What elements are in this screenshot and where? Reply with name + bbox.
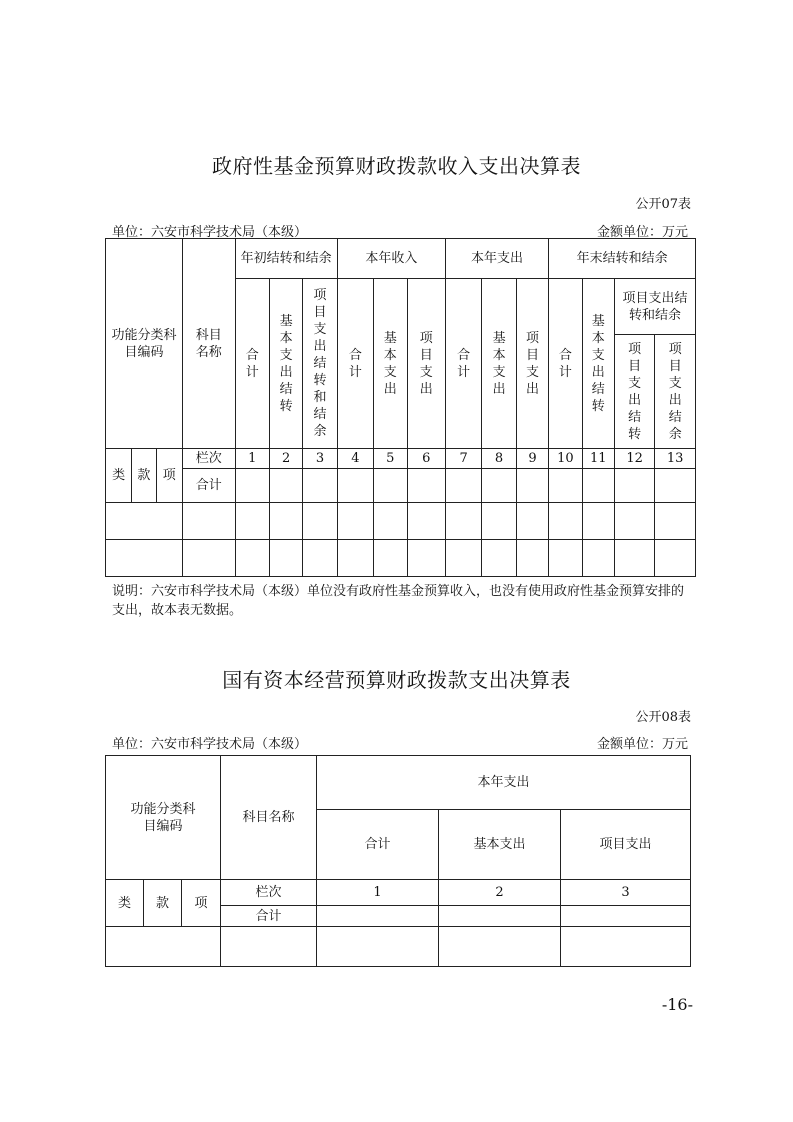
table-cell bbox=[614, 469, 654, 503]
table07 bbox=[105, 238, 696, 577]
col-num: 6 bbox=[407, 449, 445, 469]
end-project-carry-header: 项目支出结转 bbox=[614, 335, 654, 449]
begin-total-header: 合计 bbox=[235, 279, 269, 449]
table07-code: 公开07表 bbox=[635, 197, 691, 212]
begin-balance-header: 年初结转和结余 bbox=[235, 239, 337, 279]
table08-amount-unit: 金额单位：万元 bbox=[596, 737, 688, 752]
table-cell bbox=[582, 469, 614, 503]
basic-header: 基本支出 bbox=[439, 810, 561, 880]
total-header: 合计 bbox=[317, 810, 439, 880]
xiang-header: 项 bbox=[156, 449, 182, 503]
table-cell bbox=[439, 906, 561, 927]
col-num: 7 bbox=[445, 449, 481, 469]
income-header: 本年收入 bbox=[337, 239, 445, 279]
table-cell bbox=[407, 469, 445, 503]
col-num: 9 bbox=[516, 449, 548, 469]
col-num: 8 bbox=[482, 449, 516, 469]
table08-title: 国有资本经营预算财政拨款支出决算表 bbox=[222, 668, 571, 692]
sum-row-label: 合计 bbox=[182, 469, 235, 503]
column-index-label: 栏次 bbox=[182, 449, 235, 469]
table-cell bbox=[549, 469, 582, 503]
column-index-label: 栏次 bbox=[221, 880, 317, 906]
table-cell bbox=[655, 469, 696, 503]
end-basic-carry-header: 基本支出结转 bbox=[582, 279, 614, 449]
table-cell bbox=[516, 469, 548, 503]
col-num: 4 bbox=[337, 449, 373, 469]
col-num: 10 bbox=[549, 449, 582, 469]
begin-basic-carry-header: 基本支出结转 bbox=[269, 279, 302, 449]
col-num: 3 bbox=[561, 880, 691, 906]
col-num: 1 bbox=[235, 449, 269, 469]
col-num: 11 bbox=[582, 449, 614, 469]
table08-unit: 单位：六安市科学技术局（本级） bbox=[112, 737, 308, 752]
table-cell bbox=[337, 469, 373, 503]
expense-project-header: 项目支出 bbox=[516, 279, 548, 449]
table07-note: 说明：六安市科学技术局（本级）单位没有政府性基金预算收入，也没有使用政府性基金预算安排的支出，故本表无数据。 bbox=[112, 584, 685, 618]
project-header: 项目支出 bbox=[561, 810, 691, 880]
table-cell bbox=[303, 469, 337, 503]
subject-name-header: 科目名称 bbox=[182, 239, 235, 449]
income-total-header: 合计 bbox=[337, 279, 373, 449]
col-num: 3 bbox=[303, 449, 337, 469]
col-num: 1 bbox=[317, 880, 439, 906]
expense-total-header: 合计 bbox=[445, 279, 481, 449]
table-cell bbox=[561, 906, 691, 927]
table-row bbox=[106, 503, 696, 540]
end-project-balance-header: 项目支出结余 bbox=[655, 335, 696, 449]
table-cell bbox=[445, 469, 481, 503]
expense-header: 本年支出 bbox=[445, 239, 548, 279]
table-cell bbox=[374, 469, 407, 503]
kuan-header: 款 bbox=[132, 449, 156, 503]
func-code-header: 功能分类科目编码 bbox=[106, 239, 183, 449]
table07-unit: 单位：六安市科学技术局（本级） bbox=[112, 225, 308, 240]
end-project-carry-balance-header: 项目支出结转和结余 bbox=[614, 279, 695, 335]
table08-code: 公开08表 bbox=[635, 710, 691, 725]
subject-name-header: 科目名称 bbox=[221, 756, 317, 880]
col-num: 13 bbox=[655, 449, 696, 469]
expense-basic-header: 基本支出 bbox=[482, 279, 516, 449]
income-project-header: 项目支出 bbox=[407, 279, 445, 449]
income-basic-header: 基本支出 bbox=[374, 279, 407, 449]
end-total-header: 合计 bbox=[549, 279, 582, 449]
col-num: 2 bbox=[269, 449, 302, 469]
table-row bbox=[106, 927, 691, 967]
kuan-header: 款 bbox=[144, 880, 182, 927]
col-num: 2 bbox=[439, 880, 561, 906]
col-num: 12 bbox=[614, 449, 654, 469]
lei-header: 类 bbox=[106, 449, 132, 503]
func-code-header: 功能分类科目编码 bbox=[106, 756, 221, 880]
expense-header: 本年支出 bbox=[317, 756, 691, 810]
table-cell bbox=[269, 469, 302, 503]
table07-title: 政府性基金预算财政拨款收入支出决算表 bbox=[212, 154, 581, 178]
table07-amount-unit: 金额单位：万元 bbox=[596, 225, 688, 240]
sum-row-label: 合计 bbox=[221, 906, 317, 927]
page-number: -16- bbox=[661, 995, 693, 1014]
table-row bbox=[106, 540, 696, 577]
col-num: 5 bbox=[374, 449, 407, 469]
lei-header: 类 bbox=[106, 880, 144, 927]
table-cell bbox=[235, 469, 269, 503]
table-cell bbox=[317, 906, 439, 927]
table-cell bbox=[482, 469, 516, 503]
xiang-header: 项 bbox=[182, 880, 221, 927]
end-balance-header: 年末结转和结余 bbox=[549, 239, 696, 279]
begin-project-carry-balance-header: 项目支出结转和结余 bbox=[303, 279, 337, 449]
table08 bbox=[105, 755, 691, 967]
